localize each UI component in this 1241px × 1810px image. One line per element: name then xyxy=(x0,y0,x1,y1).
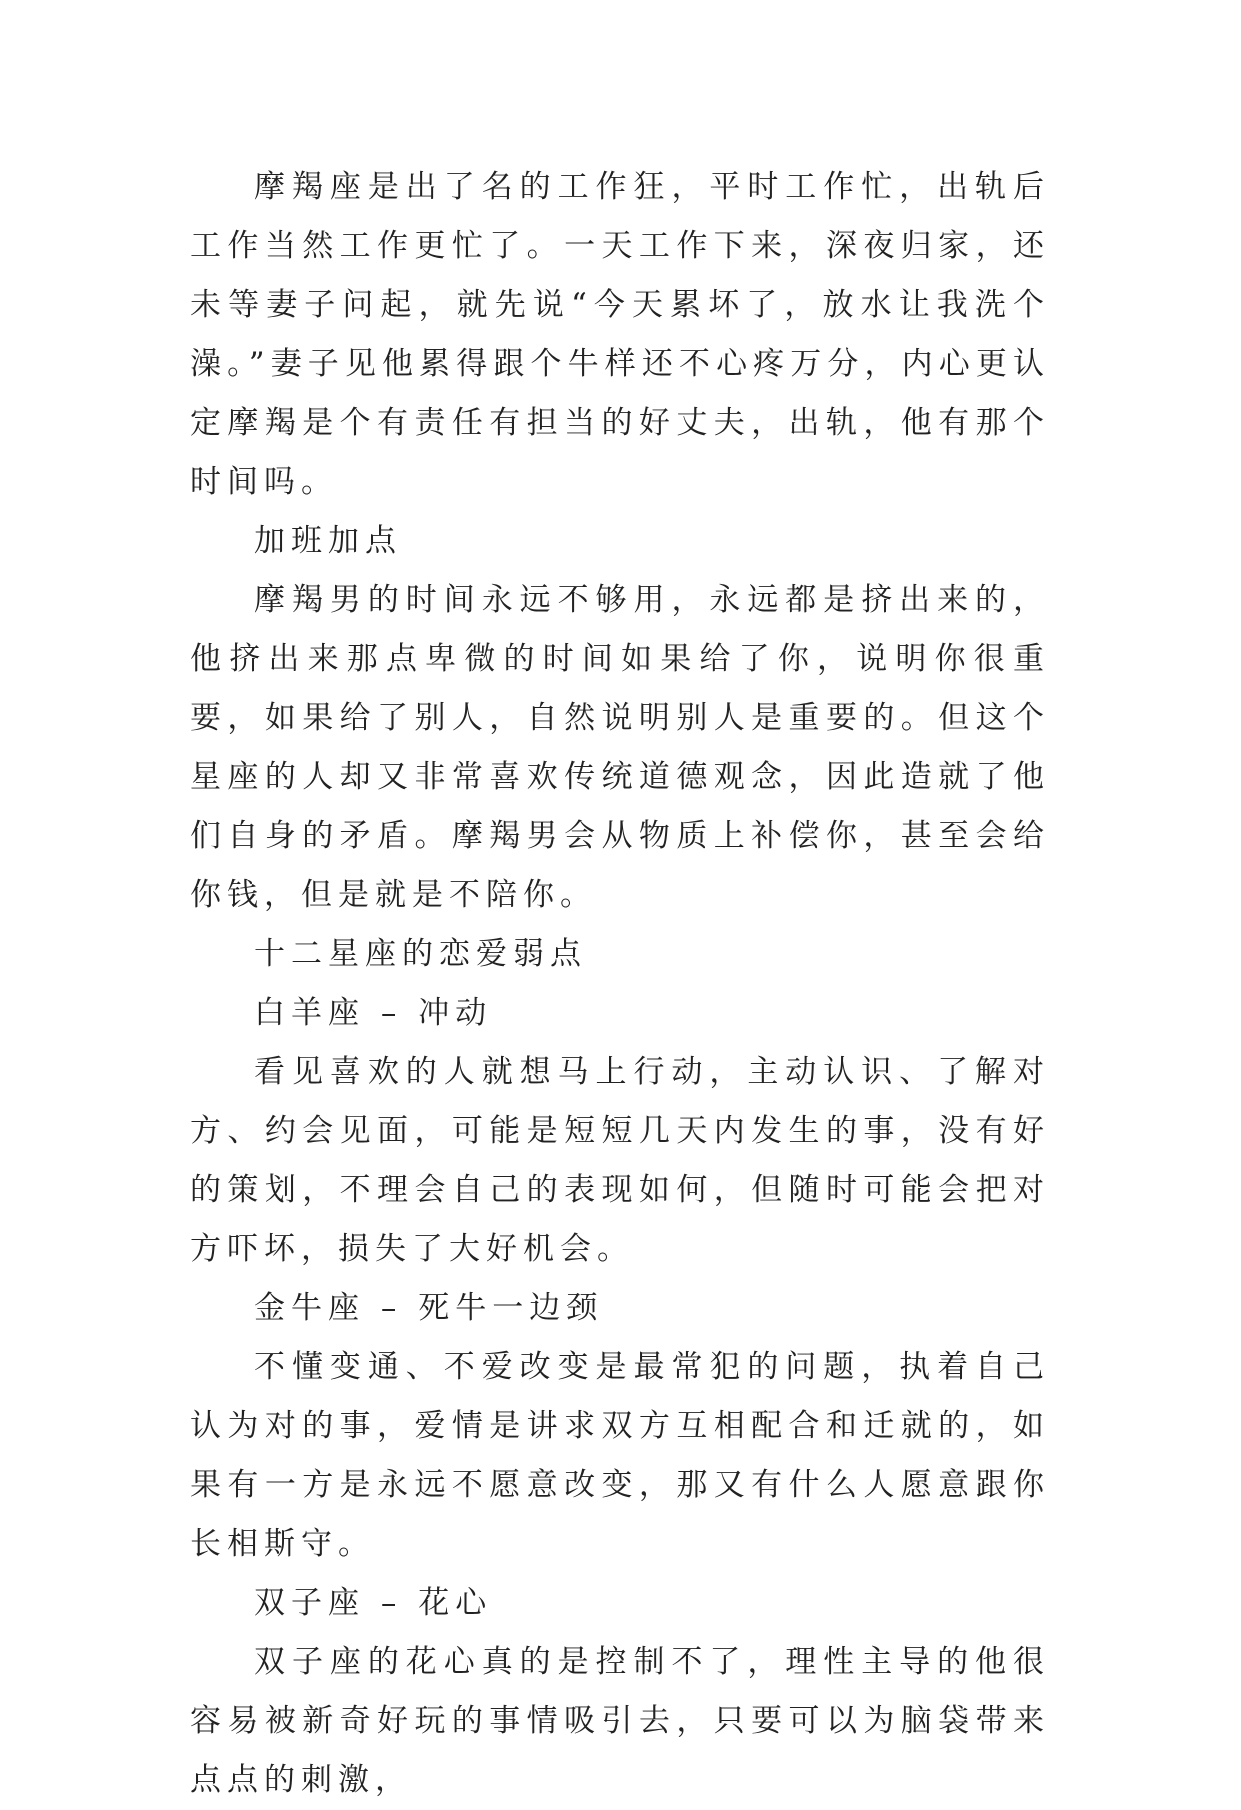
paragraph-taurus: 不懂变通、不爱改变是最常犯的问题，执着自己认为对的事，爱情是讲求双方互相配合和迁就的，如果有一方是永远不愿意改变，那又有什么人愿意跟你长相斯守。 xyxy=(190,1349,1050,1562)
paragraph-capricorn-workaholic: 摩羯座是出了名的工作狂，平时工作忙，出轨后工作当然工作更忙了。一天工作下来，深夜归家，还未等妻子问起，就先说“今天累坏了，放水让我洗个澡。”妻子见他累得跟个牛样还不心疼万分，内心更认定摩羯是个有责任有担当的好丈夫，出轨，他有那个时间吗。 xyxy=(190,169,1050,500)
heading-aries: 白羊座 – 冲动 xyxy=(254,995,493,1031)
paragraph-gemini: 双子座的花心真的是控制不了，理性主导的他很容易被新奇好玩的事情吸引去，只要可以为脑袋带来点点的刺激， xyxy=(190,1644,1050,1798)
heading-gemini: 双子座 – 花心 xyxy=(254,1585,493,1621)
heading-zodiac-weaknesses: 十二星座的恋爱弱点 xyxy=(254,936,587,972)
heading-taurus: 金牛座 – 死牛一边颈 xyxy=(254,1290,604,1326)
paragraph-capricorn-time: 摩羯男的时间永远不够用，永远都是挤出来的，他挤出来那点卑微的时间如果给了你，说明你很重要，如果给了别人，自然说明别人是重要的。但这个星座的人却又非常喜欢传统道德观念，因此造就了他们自身的矛盾。摩羯男会从物质上补偿你，甚至会给你钱，但是就是不陪你。 xyxy=(190,582,1050,913)
heading-overtime: 加班加点 xyxy=(254,523,402,559)
paragraph-aries: 看见喜欢的人就想马上行动，主动认识、了解对方、约会见面，可能是短短几天内发生的事，没有好的策划，不理会自己的表现如何，但随时可能会把对方吓坏，损失了大好机会。 xyxy=(190,1054,1050,1267)
document-body xyxy=(190,158,1050,1810)
